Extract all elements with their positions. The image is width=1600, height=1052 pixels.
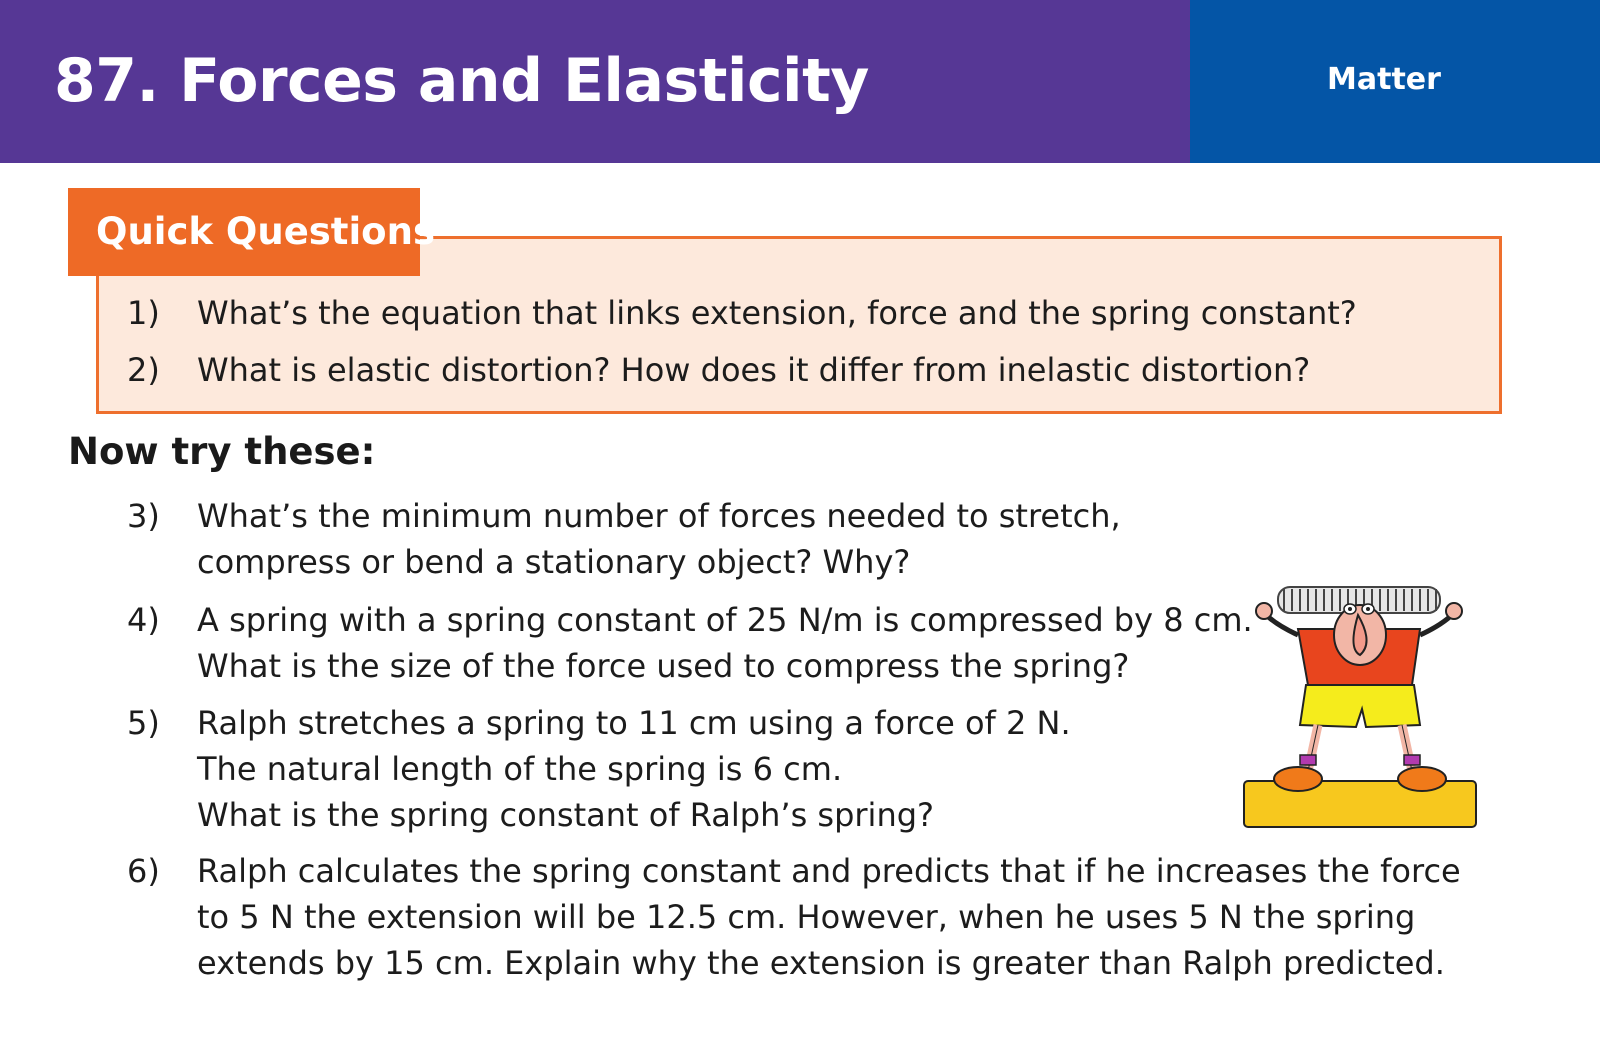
page-title: 87. Forces and Elasticity [54, 46, 869, 116]
question-text-line: Ralph calculates the spring constant and predicts that if he increases the force [197, 852, 1461, 890]
question-text-line: What is the spring constant of Ralph’s spring? [197, 796, 935, 834]
question-text: What’s the equation that links extension, force and the spring constant? [197, 294, 1357, 332]
question-text-line: What’s the minimum number of forces needed to stretch, [197, 497, 1121, 535]
question-number: 5) [127, 704, 160, 742]
section-label: Matter [1327, 62, 1441, 97]
question-number: 4) [127, 601, 160, 639]
question-number: 2) [127, 351, 160, 389]
quick-questions-label: Quick Questions [96, 210, 435, 253]
question-text-line: A spring with a spring constant of 25 N/m is compressed by 8 cm. [197, 601, 1253, 639]
question-text-line: Ralph stretches a spring to 11 cm using a force of 2 N. [197, 704, 1071, 742]
page-header [0, 0, 1600, 163]
question-number: 6) [127, 852, 160, 890]
question-number: 3) [127, 497, 160, 535]
question-text-line: What is the size of the force used to compress the spring? [197, 647, 1130, 685]
cartoon-man-stretching-spring-icon [1242, 585, 1482, 835]
question-text: What is elastic distortion? How does it differ from inelastic distortion? [197, 351, 1311, 389]
question-text-line: compress or bend a stationary object? Why? [197, 543, 911, 581]
now-try-heading: Now try these: [68, 430, 376, 473]
question-text-line: The natural length of the spring is 6 cm. [197, 750, 843, 788]
question-text-line: extends by 15 cm. Explain why the extension is greater than Ralph predicted. [197, 944, 1445, 982]
question-number: 1) [127, 294, 160, 332]
question-text-line: to 5 N the extension will be 12.5 cm. However, when he uses 5 N the spring [197, 898, 1416, 936]
